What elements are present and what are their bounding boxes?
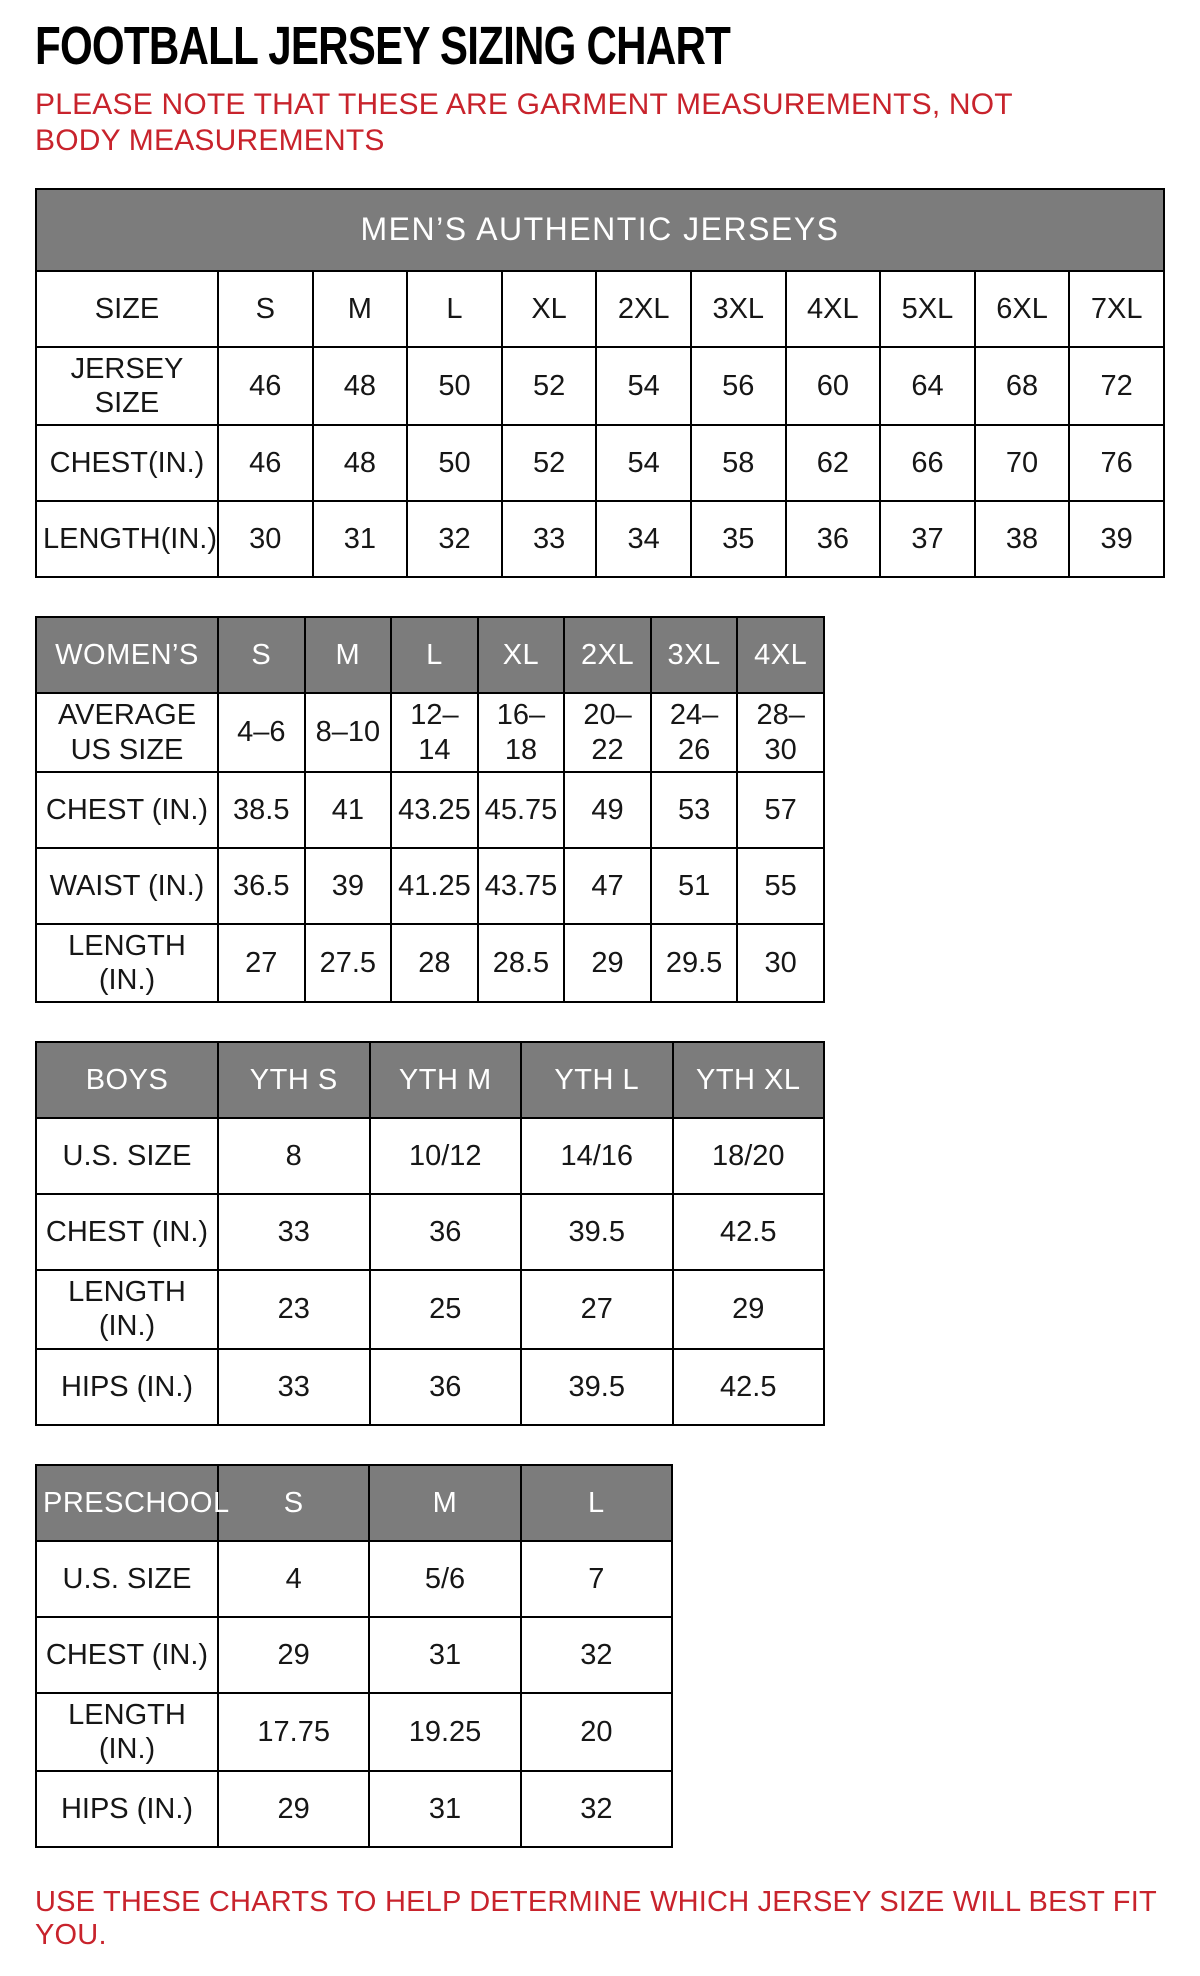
cell-value: 42.5	[673, 1349, 825, 1425]
cell-value: 4XL	[786, 271, 881, 347]
page-title-text: FOOTBALL JERSEY SIZING CHART	[35, 16, 731, 76]
cell-value: 24–26	[651, 693, 738, 771]
cell-value: 4–6	[218, 693, 305, 771]
boys-size-column-0: YTH S	[218, 1042, 370, 1118]
cell-value: 3XL	[691, 271, 786, 347]
cell-value: 20–22	[564, 693, 651, 771]
womens-row-2	[36, 848, 824, 924]
cell-value: 39	[305, 848, 392, 924]
cell-value: 47	[564, 848, 651, 924]
cell-value: 28–30	[737, 693, 824, 771]
row-label: LENGTH (IN.)	[36, 1693, 218, 1771]
row-label: U.S. SIZE	[36, 1118, 218, 1194]
womens-header-row	[36, 617, 824, 693]
cell-value: 41.25	[391, 848, 478, 924]
cell-value: 49	[564, 772, 651, 848]
cell-value: 35	[691, 501, 786, 577]
row-label: HIPS (IN.)	[36, 1771, 218, 1847]
cell-value: 54	[596, 425, 691, 501]
preschool-size-column-2: L	[521, 1465, 672, 1541]
cell-value: 29.5	[651, 924, 738, 1002]
womens-sizing-table	[35, 616, 825, 1003]
cell-value: 33	[218, 1349, 370, 1425]
cell-value: 62	[786, 425, 881, 501]
cell-value: 5/6	[369, 1541, 520, 1617]
cell-value: 60	[786, 347, 881, 425]
cell-value: 19.25	[369, 1693, 520, 1771]
boys-row-2	[36, 1270, 824, 1348]
cell-value: 50	[407, 347, 502, 425]
cell-value: 52	[502, 347, 597, 425]
cell-value: 53	[651, 772, 738, 848]
cell-value: 32	[521, 1771, 672, 1847]
row-label: U.S. SIZE	[36, 1541, 218, 1617]
cell-value: 29	[673, 1270, 825, 1348]
cell-value: 56	[691, 347, 786, 425]
boys-sizing-table	[35, 1041, 825, 1425]
cell-value: 33	[502, 501, 597, 577]
mens-row-3	[36, 501, 1164, 577]
cell-value: 32	[407, 501, 502, 577]
cell-value: 31	[369, 1617, 520, 1693]
cell-value: 25	[370, 1270, 522, 1348]
cell-value: 27	[218, 924, 305, 1002]
row-label: LENGTH (IN.)	[36, 924, 218, 1002]
mens-row-0	[36, 271, 1164, 347]
preschool-row-1	[36, 1617, 672, 1693]
preschool-row-3	[36, 1771, 672, 1847]
cell-value: 57	[737, 772, 824, 848]
preschool-size-column-0: S	[218, 1465, 369, 1541]
cell-value: 29	[564, 924, 651, 1002]
cell-value: 29	[218, 1617, 369, 1693]
womens-size-column-1: M	[305, 617, 392, 693]
cell-value: 8	[218, 1118, 370, 1194]
preschool-size-column-1: M	[369, 1465, 520, 1541]
cell-value: 36	[370, 1194, 522, 1270]
cell-value: 38	[975, 501, 1070, 577]
boys-size-column-3: YTH XL	[673, 1042, 825, 1118]
mens-row-1	[36, 347, 1164, 425]
cell-value: 43.75	[478, 848, 565, 924]
cell-value: 33	[218, 1194, 370, 1270]
womens-row-3	[36, 924, 824, 1002]
footer-note: USE THESE CHARTS TO HELP DETERMINE WHICH JERSEY SIZE WILL BEST FIT YOU.	[35, 1886, 1157, 1952]
cell-value: 39.5	[521, 1194, 673, 1270]
cell-value: XL	[502, 271, 597, 347]
cell-value: 39	[1069, 501, 1164, 577]
cell-value: 36	[786, 501, 881, 577]
cell-value: 16–18	[478, 693, 565, 771]
womens-size-column-2: L	[391, 617, 478, 693]
cell-value: 31	[313, 501, 408, 577]
row-label: HIPS (IN.)	[36, 1349, 218, 1425]
cell-value: 4	[218, 1541, 369, 1617]
boys-size-column-1: YTH M	[370, 1042, 522, 1118]
cell-value: 27	[521, 1270, 673, 1348]
womens-size-column-4: 2XL	[564, 617, 651, 693]
cell-value: 29	[218, 1771, 369, 1847]
cell-value: 39.5	[521, 1349, 673, 1425]
womens-size-column-3: XL	[478, 617, 565, 693]
cell-value: 51	[651, 848, 738, 924]
cell-value: 52	[502, 425, 597, 501]
cell-value: 8–10	[305, 693, 392, 771]
boys-size-column-2: YTH L	[521, 1042, 673, 1118]
cell-value: 30	[218, 501, 313, 577]
cell-value: 34	[596, 501, 691, 577]
cell-value: 7	[521, 1541, 672, 1617]
row-label: CHEST (IN.)	[36, 772, 218, 848]
cell-value: 12–14	[391, 693, 478, 771]
boys-header-row	[36, 1042, 824, 1118]
womens-header-label: WOMEN’S	[36, 617, 218, 693]
row-label: SIZE	[36, 271, 218, 347]
cell-value: 5XL	[880, 271, 975, 347]
cell-value: 14/16	[521, 1118, 673, 1194]
cell-value: 55	[737, 848, 824, 924]
cell-value: 48	[313, 347, 408, 425]
cell-value: 66	[880, 425, 975, 501]
row-label: CHEST (IN.)	[36, 1617, 218, 1693]
cell-value: 28.5	[478, 924, 565, 1002]
boys-row-1	[36, 1194, 824, 1270]
womens-row-1	[36, 772, 824, 848]
cell-value: 7XL	[1069, 271, 1164, 347]
mens-banner-row	[36, 189, 1164, 271]
cell-value: 45.75	[478, 772, 565, 848]
cell-value: 68	[975, 347, 1070, 425]
cell-value: 64	[880, 347, 975, 425]
cell-value: 54	[596, 347, 691, 425]
womens-size-column-6: 4XL	[737, 617, 824, 693]
cell-value: 36.5	[218, 848, 305, 924]
cell-value: 2XL	[596, 271, 691, 347]
preschool-row-0	[36, 1541, 672, 1617]
cell-value: 58	[691, 425, 786, 501]
cell-value: 70	[975, 425, 1070, 501]
womens-row-0	[36, 693, 824, 771]
cell-value: 23	[218, 1270, 370, 1348]
cell-value: L	[407, 271, 502, 347]
cell-value: M	[313, 271, 408, 347]
cell-value: 50	[407, 425, 502, 501]
mens-row-2	[36, 425, 1164, 501]
cell-value: 46	[218, 347, 313, 425]
preschool-row-2	[36, 1693, 672, 1771]
cell-value: 37	[880, 501, 975, 577]
boys-row-3	[36, 1349, 824, 1425]
cell-value: 36	[370, 1349, 522, 1425]
row-label: AVERAGE US SIZE	[36, 693, 218, 771]
mens-banner: MEN’S AUTHENTIC JERSEYS	[36, 189, 1164, 271]
cell-value: 38.5	[218, 772, 305, 848]
cell-value: 18/20	[673, 1118, 825, 1194]
mens-authentic-jerseys-table	[35, 188, 1165, 578]
cell-value: 27.5	[305, 924, 392, 1002]
cell-value: S	[218, 271, 313, 347]
cell-value: 31	[369, 1771, 520, 1847]
preschool-header-row	[36, 1465, 672, 1541]
row-label: JERSEY SIZE	[36, 347, 218, 425]
boys-row-0	[36, 1118, 824, 1194]
cell-value: 30	[737, 924, 824, 1002]
cell-value: 10/12	[370, 1118, 522, 1194]
cell-value: 48	[313, 425, 408, 501]
cell-value: 76	[1069, 425, 1164, 501]
row-label: CHEST (IN.)	[36, 1194, 218, 1270]
cell-value: 41	[305, 772, 392, 848]
cell-value: 42.5	[673, 1194, 825, 1270]
row-label: LENGTH (IN.)	[36, 1270, 218, 1348]
cell-value: 28	[391, 924, 478, 1002]
boys-header-label: BOYS	[36, 1042, 218, 1118]
preschool-sizing-table	[35, 1464, 673, 1848]
cell-value: 43.25	[391, 772, 478, 848]
row-label: CHEST(IN.)	[36, 425, 218, 501]
row-label: LENGTH(IN.)	[36, 501, 218, 577]
womens-size-column-5: 3XL	[651, 617, 738, 693]
cell-value: 46	[218, 425, 313, 501]
cell-value: 6XL	[975, 271, 1070, 347]
page-title	[35, 18, 1165, 75]
cell-value: 32	[521, 1617, 672, 1693]
row-label: WAIST (IN.)	[36, 848, 218, 924]
preschool-header-label: PRESCHOOL	[36, 1465, 218, 1541]
cell-value: 72	[1069, 347, 1164, 425]
garment-measurement-note: PLEASE NOTE THAT THESE ARE GARMENT MEASUREMENTS, NOT BODY MEASUREMENTS	[35, 87, 1013, 158]
womens-size-column-0: S	[218, 617, 305, 693]
cell-value: 20	[521, 1693, 672, 1771]
cell-value: 17.75	[218, 1693, 369, 1771]
